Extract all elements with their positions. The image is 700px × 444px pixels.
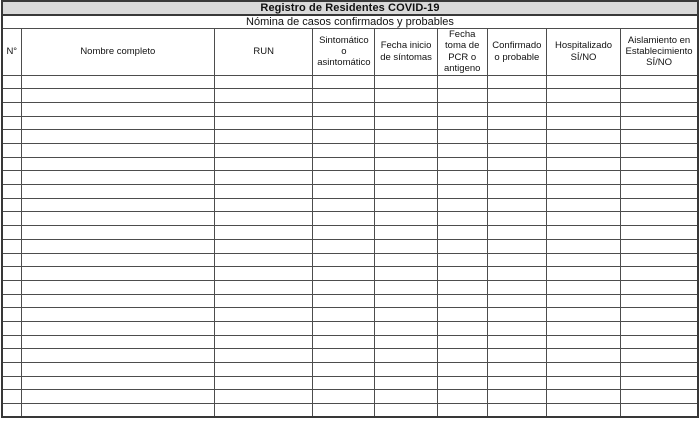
empty-cell-pcr-antigen-date	[437, 157, 487, 171]
empty-cell-confirmed-probable	[487, 144, 546, 158]
empty-cell-number	[2, 212, 21, 226]
empty-cell-symptomatic	[313, 75, 375, 89]
empty-cell-run	[215, 102, 313, 116]
column-header-run: RUN	[215, 29, 313, 76]
empty-cell-number	[2, 185, 21, 199]
empty-cell-confirmed-probable	[487, 404, 546, 418]
table-row	[2, 253, 698, 267]
empty-cell-hospitalized	[546, 376, 620, 390]
empty-cell-symptomatic	[313, 144, 375, 158]
empty-cell-pcr-antigen-date	[437, 212, 487, 226]
empty-cell-symptomatic	[313, 349, 375, 363]
empty-cell-pcr-antigen-date	[437, 75, 487, 89]
empty-cell-symptom-onset-date	[375, 239, 437, 253]
empty-cell-symptomatic	[313, 335, 375, 349]
empty-cell-isolation	[621, 349, 698, 363]
empty-cell-number	[2, 89, 21, 103]
empty-cell-symptomatic	[313, 226, 375, 240]
empty-cell-symptomatic	[313, 212, 375, 226]
empty-cell-symptom-onset-date	[375, 198, 437, 212]
empty-cell-full-name	[21, 185, 215, 199]
empty-cell-confirmed-probable	[487, 390, 546, 404]
empty-cell-symptom-onset-date	[375, 116, 437, 130]
empty-cell-confirmed-probable	[487, 226, 546, 240]
column-header-hospitalized: Hospitalizado SÍ/NO	[546, 29, 620, 76]
empty-cell-full-name	[21, 144, 215, 158]
empty-cell-symptomatic	[313, 89, 375, 103]
empty-cell-symptomatic	[313, 239, 375, 253]
empty-cell-isolation	[621, 116, 698, 130]
empty-cell-hospitalized	[546, 267, 620, 281]
empty-cell-confirmed-probable	[487, 185, 546, 199]
empty-cell-symptomatic	[313, 294, 375, 308]
empty-cell-number	[2, 171, 21, 185]
empty-cell-run	[215, 185, 313, 199]
empty-cell-isolation	[621, 321, 698, 335]
empty-cell-confirmed-probable	[487, 171, 546, 185]
empty-cell-full-name	[21, 349, 215, 363]
column-header-row	[2, 29, 698, 76]
empty-cell-symptomatic	[313, 253, 375, 267]
empty-cell-run	[215, 321, 313, 335]
empty-cell-number	[2, 144, 21, 158]
empty-cell-run	[215, 212, 313, 226]
empty-cell-hospitalized	[546, 335, 620, 349]
column-header-pcr-antigen-date: Fecha toma de PCR o antigeno	[437, 29, 487, 76]
empty-cell-symptom-onset-date	[375, 253, 437, 267]
empty-cell-isolation	[621, 157, 698, 171]
empty-cell-run	[215, 376, 313, 390]
empty-cell-pcr-antigen-date	[437, 390, 487, 404]
empty-cell-isolation	[621, 185, 698, 199]
empty-cell-symptomatic	[313, 280, 375, 294]
empty-cell-number	[2, 253, 21, 267]
empty-cell-run	[215, 239, 313, 253]
empty-cell-symptomatic	[313, 267, 375, 281]
empty-cell-full-name	[21, 308, 215, 322]
empty-cell-pcr-antigen-date	[437, 116, 487, 130]
empty-cell-symptom-onset-date	[375, 157, 437, 171]
empty-cell-symptom-onset-date	[375, 390, 437, 404]
empty-cell-isolation	[621, 212, 698, 226]
empty-cell-pcr-antigen-date	[437, 253, 487, 267]
empty-cell-full-name	[21, 267, 215, 281]
table-row	[2, 212, 698, 226]
table-row	[2, 102, 698, 116]
empty-cell-pcr-antigen-date	[437, 171, 487, 185]
empty-cell-number	[2, 75, 21, 89]
empty-cell-symptom-onset-date	[375, 294, 437, 308]
empty-cell-pcr-antigen-date	[437, 102, 487, 116]
table-row	[2, 321, 698, 335]
empty-cell-number	[2, 321, 21, 335]
empty-cell-hospitalized	[546, 280, 620, 294]
empty-cell-hospitalized	[546, 171, 620, 185]
empty-cell-symptom-onset-date	[375, 75, 437, 89]
empty-cell-pcr-antigen-date	[437, 308, 487, 322]
empty-cell-hospitalized	[546, 89, 620, 103]
empty-cell-symptomatic	[313, 102, 375, 116]
empty-cell-number	[2, 349, 21, 363]
empty-cell-symptomatic	[313, 376, 375, 390]
table-row	[2, 294, 698, 308]
empty-cell-run	[215, 308, 313, 322]
empty-cell-isolation	[621, 294, 698, 308]
empty-cell-number	[2, 363, 21, 377]
empty-cell-isolation	[621, 280, 698, 294]
empty-cell-symptomatic	[313, 390, 375, 404]
empty-cell-symptom-onset-date	[375, 144, 437, 158]
empty-cell-confirmed-probable	[487, 212, 546, 226]
empty-cell-symptomatic	[313, 171, 375, 185]
empty-cell-isolation	[621, 404, 698, 418]
table-row	[2, 335, 698, 349]
empty-cell-symptom-onset-date	[375, 130, 437, 144]
empty-cell-pcr-antigen-date	[437, 144, 487, 158]
table-row	[2, 404, 698, 418]
empty-cell-run	[215, 349, 313, 363]
empty-cell-symptom-onset-date	[375, 212, 437, 226]
empty-cell-symptom-onset-date	[375, 363, 437, 377]
empty-cell-confirmed-probable	[487, 89, 546, 103]
empty-cell-pcr-antigen-date	[437, 226, 487, 240]
empty-cell-number	[2, 308, 21, 322]
empty-cell-hospitalized	[546, 116, 620, 130]
empty-cell-number	[2, 130, 21, 144]
empty-cell-run	[215, 130, 313, 144]
table-row	[2, 267, 698, 281]
empty-cell-number	[2, 390, 21, 404]
table-row	[2, 157, 698, 171]
empty-cell-isolation	[621, 130, 698, 144]
empty-cell-isolation	[621, 144, 698, 158]
empty-cell-run	[215, 280, 313, 294]
empty-cell-symptomatic	[313, 321, 375, 335]
empty-cell-symptom-onset-date	[375, 335, 437, 349]
empty-cell-symptom-onset-date	[375, 349, 437, 363]
empty-cell-hospitalized	[546, 253, 620, 267]
empty-cell-symptomatic	[313, 363, 375, 377]
empty-cell-isolation	[621, 267, 698, 281]
empty-cell-run	[215, 267, 313, 281]
empty-cell-hospitalized	[546, 349, 620, 363]
empty-cell-symptom-onset-date	[375, 267, 437, 281]
empty-cell-run	[215, 171, 313, 185]
covid-register-table	[1, 0, 699, 418]
empty-cell-number	[2, 239, 21, 253]
empty-cell-isolation	[621, 363, 698, 377]
empty-cell-pcr-antigen-date	[437, 349, 487, 363]
empty-cell-isolation	[621, 239, 698, 253]
empty-cell-hospitalized	[546, 185, 620, 199]
table-subtitle: Nómina de casos confirmados y probables	[2, 15, 698, 29]
empty-cell-pcr-antigen-date	[437, 363, 487, 377]
empty-cell-confirmed-probable	[487, 280, 546, 294]
empty-cell-pcr-antigen-date	[437, 335, 487, 349]
empty-cell-hospitalized	[546, 157, 620, 171]
empty-cell-isolation	[621, 390, 698, 404]
empty-cell-symptom-onset-date	[375, 171, 437, 185]
empty-cell-symptom-onset-date	[375, 89, 437, 103]
empty-cell-full-name	[21, 171, 215, 185]
table-row	[2, 75, 698, 89]
empty-cell-full-name	[21, 212, 215, 226]
table-row	[2, 130, 698, 144]
empty-cell-hospitalized	[546, 75, 620, 89]
empty-cell-number	[2, 226, 21, 240]
empty-cell-pcr-antigen-date	[437, 130, 487, 144]
empty-cell-run	[215, 89, 313, 103]
empty-cell-confirmed-probable	[487, 253, 546, 267]
empty-cell-isolation	[621, 376, 698, 390]
empty-cell-confirmed-probable	[487, 349, 546, 363]
empty-cell-run	[215, 390, 313, 404]
empty-cell-isolation	[621, 89, 698, 103]
table-row	[2, 171, 698, 185]
table-row	[2, 144, 698, 158]
empty-cell-hospitalized	[546, 212, 620, 226]
empty-cell-full-name	[21, 116, 215, 130]
empty-cell-full-name	[21, 363, 215, 377]
empty-cell-symptom-onset-date	[375, 280, 437, 294]
table-row	[2, 226, 698, 240]
empty-cell-hospitalized	[546, 308, 620, 322]
empty-cell-isolation	[621, 198, 698, 212]
empty-cell-full-name	[21, 75, 215, 89]
empty-cell-confirmed-probable	[487, 308, 546, 322]
table-row	[2, 363, 698, 377]
empty-cell-symptomatic	[313, 198, 375, 212]
empty-cell-run	[215, 404, 313, 418]
empty-cell-run	[215, 294, 313, 308]
table-row	[2, 349, 698, 363]
empty-cell-full-name	[21, 130, 215, 144]
empty-cell-hospitalized	[546, 321, 620, 335]
empty-cell-full-name	[21, 157, 215, 171]
empty-cell-pcr-antigen-date	[437, 185, 487, 199]
empty-cell-full-name	[21, 239, 215, 253]
empty-cell-run	[215, 144, 313, 158]
empty-cell-number	[2, 157, 21, 171]
empty-cell-number	[2, 267, 21, 281]
table-row	[2, 185, 698, 199]
empty-cell-isolation	[621, 75, 698, 89]
empty-cell-symptom-onset-date	[375, 404, 437, 418]
empty-cell-symptom-onset-date	[375, 102, 437, 116]
table-row	[2, 116, 698, 130]
empty-cell-confirmed-probable	[487, 267, 546, 281]
empty-cell-pcr-antigen-date	[437, 89, 487, 103]
empty-cell-full-name	[21, 253, 215, 267]
empty-cell-symptomatic	[313, 185, 375, 199]
empty-cell-symptom-onset-date	[375, 308, 437, 322]
empty-cell-run	[215, 157, 313, 171]
empty-cell-pcr-antigen-date	[437, 239, 487, 253]
empty-cell-pcr-antigen-date	[437, 267, 487, 281]
table-row	[2, 376, 698, 390]
empty-cell-hospitalized	[546, 130, 620, 144]
empty-cell-full-name	[21, 226, 215, 240]
title-row	[2, 1, 698, 15]
empty-cell-number	[2, 280, 21, 294]
empty-cell-full-name	[21, 198, 215, 212]
empty-cell-run	[215, 75, 313, 89]
empty-cell-pcr-antigen-date	[437, 294, 487, 308]
empty-cell-symptomatic	[313, 116, 375, 130]
empty-cell-full-name	[21, 102, 215, 116]
empty-cell-confirmed-probable	[487, 198, 546, 212]
empty-cell-pcr-antigen-date	[437, 321, 487, 335]
table-title: Registro de Residentes COVID-19	[2, 1, 698, 15]
empty-cell-pcr-antigen-date	[437, 198, 487, 212]
empty-cell-symptom-onset-date	[375, 321, 437, 335]
empty-cell-symptomatic	[313, 308, 375, 322]
column-header-isolation: Aislamiento en Establecimiento SÍ/NO	[621, 29, 698, 76]
empty-cell-symptom-onset-date	[375, 376, 437, 390]
empty-cell-run	[215, 198, 313, 212]
table-row	[2, 280, 698, 294]
empty-cell-confirmed-probable	[487, 321, 546, 335]
empty-cell-symptom-onset-date	[375, 226, 437, 240]
column-header-confirmed-probable: Confirmado o probable	[487, 29, 546, 76]
empty-cell-confirmed-probable	[487, 363, 546, 377]
empty-cell-confirmed-probable	[487, 157, 546, 171]
table-row	[2, 198, 698, 212]
table-row	[2, 308, 698, 322]
empty-cell-isolation	[621, 171, 698, 185]
empty-cell-number	[2, 376, 21, 390]
empty-cell-hospitalized	[546, 363, 620, 377]
empty-cell-run	[215, 253, 313, 267]
empty-cell-symptomatic	[313, 130, 375, 144]
empty-cell-full-name	[21, 280, 215, 294]
empty-cell-confirmed-probable	[487, 116, 546, 130]
empty-cell-confirmed-probable	[487, 239, 546, 253]
empty-cell-isolation	[621, 308, 698, 322]
empty-cell-full-name	[21, 321, 215, 335]
empty-cell-hospitalized	[546, 294, 620, 308]
empty-cell-full-name	[21, 89, 215, 103]
subtitle-row	[2, 15, 698, 29]
empty-cell-run	[215, 363, 313, 377]
empty-cell-hospitalized	[546, 390, 620, 404]
empty-cell-run	[215, 335, 313, 349]
empty-cell-number	[2, 102, 21, 116]
empty-cell-full-name	[21, 376, 215, 390]
empty-cell-number	[2, 404, 21, 418]
empty-cell-isolation	[621, 335, 698, 349]
empty-cell-full-name	[21, 335, 215, 349]
empty-cell-confirmed-probable	[487, 130, 546, 144]
empty-cell-pcr-antigen-date	[437, 404, 487, 418]
empty-cell-hospitalized	[546, 144, 620, 158]
empty-cell-hospitalized	[546, 404, 620, 418]
empty-cell-symptom-onset-date	[375, 185, 437, 199]
column-header-symptom-onset-date: Fecha inicio de síntomas	[375, 29, 437, 76]
empty-cell-hospitalized	[546, 239, 620, 253]
empty-cell-isolation	[621, 253, 698, 267]
empty-cell-hospitalized	[546, 198, 620, 212]
empty-cell-confirmed-probable	[487, 102, 546, 116]
table-row	[2, 89, 698, 103]
empty-cell-number	[2, 335, 21, 349]
empty-cell-full-name	[21, 404, 215, 418]
empty-cell-confirmed-probable	[487, 376, 546, 390]
empty-cell-confirmed-probable	[487, 335, 546, 349]
empty-cell-pcr-antigen-date	[437, 280, 487, 294]
column-header-full-name: Nombre completo	[21, 29, 215, 76]
empty-cell-number	[2, 116, 21, 130]
empty-cell-symptomatic	[313, 157, 375, 171]
empty-cell-run	[215, 116, 313, 130]
empty-cell-confirmed-probable	[487, 294, 546, 308]
empty-cell-number	[2, 198, 21, 212]
column-header-number: N°	[2, 29, 21, 76]
table-row	[2, 239, 698, 253]
empty-cell-isolation	[621, 102, 698, 116]
empty-cell-full-name	[21, 390, 215, 404]
empty-cell-symptomatic	[313, 404, 375, 418]
empty-cell-isolation	[621, 226, 698, 240]
empty-cell-pcr-antigen-date	[437, 376, 487, 390]
empty-cell-hospitalized	[546, 226, 620, 240]
empty-cell-hospitalized	[546, 102, 620, 116]
empty-cell-confirmed-probable	[487, 75, 546, 89]
column-header-symptomatic: Sintomático o asintomático	[313, 29, 375, 76]
table-row	[2, 390, 698, 404]
empty-cell-run	[215, 226, 313, 240]
empty-cell-number	[2, 294, 21, 308]
empty-cell-full-name	[21, 294, 215, 308]
